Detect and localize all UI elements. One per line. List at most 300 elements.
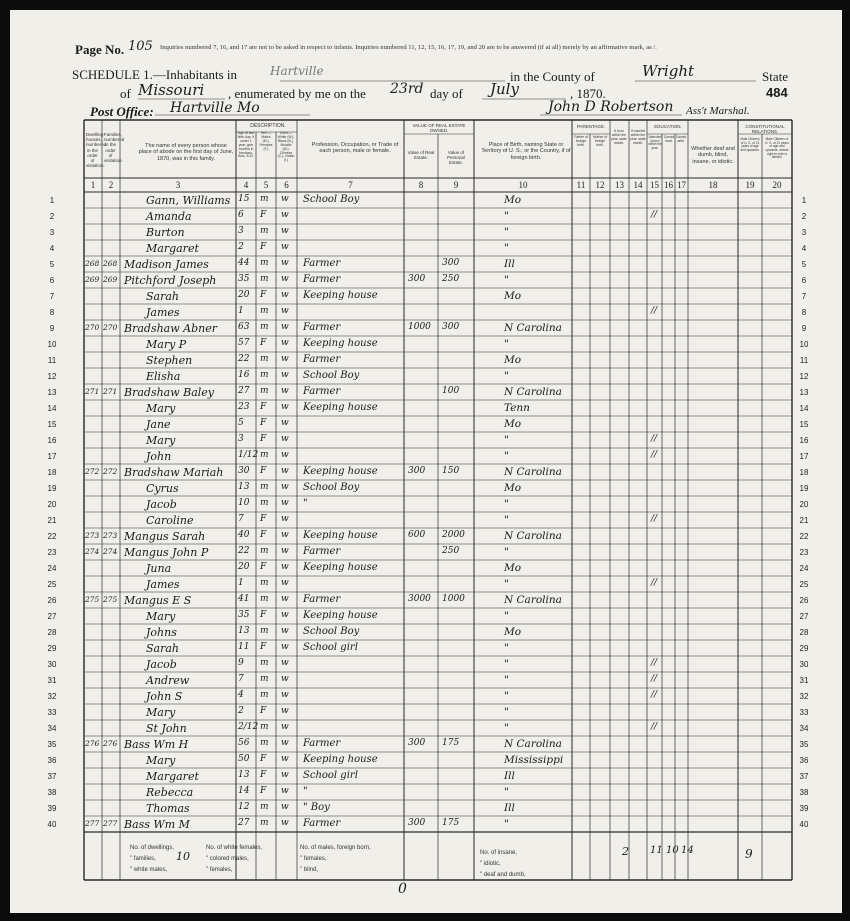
family-number: 276 <box>103 739 118 748</box>
real-estate-value: 3000 <box>408 594 431 604</box>
color: w <box>281 722 289 732</box>
sex: F <box>260 514 267 524</box>
personal-estate-value: 2000 <box>442 530 465 540</box>
occupation: School Boy <box>303 370 360 381</box>
column-number: 10 <box>518 180 528 190</box>
row-number-right: 25 <box>799 580 809 589</box>
occupation: School Boy <box>303 482 360 493</box>
occupation: Farmer <box>303 274 341 285</box>
family-number: 274 <box>103 547 118 556</box>
birthplace: " <box>504 658 509 670</box>
footer-deaf-label: " deaf and dumb, <box>480 872 526 878</box>
age: 40 <box>238 530 250 540</box>
personal-estate-value: 300 <box>442 258 460 268</box>
post-office-label: Post Office: <box>90 104 154 119</box>
age: 1/12 <box>238 450 259 460</box>
birthplace: N Carolina <box>504 594 562 606</box>
birthplace: " <box>504 786 509 798</box>
marshal-label: Ass't Marshal. <box>686 105 750 117</box>
footer-idiotic-label: " idiotic, <box>480 861 501 867</box>
personal-estate-value: 1000 <box>442 594 465 604</box>
row-number-right: 38 <box>799 788 809 797</box>
color: w <box>281 290 289 300</box>
age: 56 <box>238 738 250 748</box>
sex: m <box>260 450 269 460</box>
sex: F <box>260 642 267 652</box>
education-marks: // <box>651 722 658 732</box>
column-number: 1 <box>90 180 96 190</box>
row-number-right: 4 <box>801 244 807 253</box>
age: 2 <box>238 242 244 252</box>
column-number: 8 <box>418 180 424 190</box>
person-name: Mangus Sarah <box>124 530 206 543</box>
age: 13 <box>238 770 250 780</box>
header-parentage: PARENTAGE. <box>576 124 606 129</box>
footer-white-females-label: No. of white females, <box>206 845 263 851</box>
person-name: Burton <box>146 226 185 239</box>
age: 4 <box>238 690 244 700</box>
column-number: 7 <box>348 180 353 190</box>
header-personal-estate: Value of Personal Estate. <box>447 150 465 166</box>
birthplace: Mo <box>504 194 522 206</box>
dwelling-number: 276 <box>85 739 100 748</box>
column-number: 17 <box>677 180 686 190</box>
birthplace: Tenn <box>504 402 530 414</box>
birthplace: " <box>504 674 509 686</box>
sex: F <box>260 706 267 716</box>
birthplace: " <box>504 706 509 718</box>
header-sex: Sex.—Males (M.), Females (F.) <box>259 131 273 151</box>
age: 11 <box>238 642 250 652</box>
header-color: Color.—White (W.), Black (B.), Mulatto (M.), Chinese (C.), Indian (I.) <box>277 131 295 163</box>
person-name: Thomas <box>146 802 190 815</box>
column-number: 12 <box>595 180 605 190</box>
age: 13 <box>238 482 250 492</box>
sex: F <box>260 290 267 300</box>
age: 3 <box>238 226 244 236</box>
row-number-right: 5 <box>801 260 807 269</box>
birthplace: " <box>504 578 509 590</box>
personal-estate-value: 300 <box>442 322 460 332</box>
person-name: Mangus E S <box>124 594 192 607</box>
header-father-foreign: Father of foreign birth. <box>574 135 588 147</box>
header-occupation: Profession, Occupation, or Trade of each person, male or female. <box>311 142 399 155</box>
age: 57 <box>238 338 250 348</box>
marshal-name: John D Robertson <box>548 99 674 115</box>
family-number: 277 <box>103 819 118 828</box>
row-number-left: 20 <box>47 500 57 509</box>
row-number-right: 23 <box>799 548 809 557</box>
sex: m <box>260 306 269 316</box>
row-number-right: 19 <box>799 484 809 493</box>
family-number: 269 <box>103 275 118 284</box>
header-constitutional: CONSTITUTIONAL RELATIONS. <box>745 124 785 135</box>
row-number-left: 7 <box>49 292 55 301</box>
page-number-label: Page No. <box>75 42 125 57</box>
dwelling-number: 273 <box>85 531 100 540</box>
row-number-right: 1 <box>801 196 807 205</box>
column-number: 11 <box>576 180 586 190</box>
age: 2/12 <box>238 722 259 732</box>
sex: m <box>260 194 269 204</box>
color: w <box>281 626 289 636</box>
family-number: 273 <box>103 531 118 540</box>
color: w <box>281 498 289 508</box>
person-name: Mary <box>146 402 176 415</box>
row-number-left: 30 <box>47 660 57 669</box>
person-name: Pitchford Joseph <box>124 274 217 287</box>
row-number-left: 3 <box>49 228 55 237</box>
family-number: 268 <box>103 259 118 268</box>
day-value: 23rd <box>390 81 424 97</box>
footer-tally-4: 14 <box>681 845 694 856</box>
column-number: 4 <box>243 180 249 190</box>
sex: m <box>260 690 269 700</box>
age: 15 <box>238 194 250 204</box>
education-marks: // <box>651 674 658 684</box>
age: 7 <box>238 514 244 524</box>
real-estate-value: 300 <box>408 274 426 284</box>
sex: m <box>260 274 269 284</box>
row-number-right: 33 <box>799 708 809 717</box>
age: 44 <box>238 258 250 268</box>
schedule-title: SCHEDULE 1.—Inhabitants in <box>72 67 238 82</box>
color: w <box>281 642 289 652</box>
header-denied: Male Citizens of U. S. of 21 years of age and upwards, whose right to vote is denied. <box>765 137 789 160</box>
header-school: Attended school within the year. <box>648 135 662 151</box>
person-name: Juna <box>146 562 172 575</box>
row-number-left: 26 <box>47 596 57 605</box>
occupation: School Boy <box>303 626 360 637</box>
sex: m <box>260 594 269 604</box>
person-name: James <box>146 578 180 591</box>
color: w <box>281 434 289 444</box>
occupation: Farmer <box>303 738 341 749</box>
dwelling-number: 270 <box>85 323 100 332</box>
birthplace: N Carolina <box>504 530 562 542</box>
footer-dwellings-label: No. of dwellings, <box>130 845 175 851</box>
birthplace: Mo <box>504 626 522 638</box>
birthplace: " <box>504 610 509 622</box>
row-number-left: 31 <box>47 676 57 685</box>
personal-estate-value: 250 <box>442 274 460 284</box>
color: w <box>281 754 289 764</box>
occupation: School girl <box>303 642 358 653</box>
color: w <box>281 802 289 812</box>
color: w <box>281 226 289 236</box>
row-number-left: 24 <box>47 564 57 573</box>
header-citizen: Male Citizens of U. S. of 21 years of age and upwards. <box>740 137 760 153</box>
footer-blind-label: " blind, <box>300 867 319 873</box>
color: w <box>281 578 289 588</box>
birthplace: N Carolina <box>504 738 562 750</box>
occupation: Keeping house <box>303 610 378 621</box>
color: w <box>281 402 289 412</box>
of-label: of <box>120 86 131 101</box>
census-page <box>10 10 842 913</box>
person-name: Margaret <box>146 242 199 255</box>
birthplace: N Carolina <box>504 322 562 334</box>
person-name: Jane <box>146 418 171 431</box>
sex: m <box>260 386 269 396</box>
enumerated-label: , enumerated by me on the <box>228 86 366 101</box>
occupation: Keeping house <box>303 290 378 301</box>
sex: m <box>260 482 269 492</box>
color: w <box>281 242 289 252</box>
real-estate-value: 1000 <box>408 322 431 332</box>
township-value: Hartville <box>270 64 324 78</box>
row-number-left: 12 <box>47 372 57 381</box>
header-value: VALUE OF REAL ESTATE OWNED. <box>412 123 466 134</box>
dwelling-number: 268 <box>85 259 100 268</box>
sex: m <box>260 226 269 236</box>
family-number: 271 <box>103 387 118 396</box>
row-number-left: 10 <box>47 340 57 349</box>
age: 16 <box>238 370 250 380</box>
row-number-left: 17 <box>47 452 57 461</box>
birthplace: " <box>504 434 509 446</box>
birthplace: " <box>504 818 509 830</box>
dwelling-number: 275 <box>85 595 100 604</box>
row-number-right: 27 <box>799 612 809 621</box>
age: 14 <box>238 786 250 796</box>
column-number: 5 <box>263 180 269 190</box>
row-number-right: 6 <box>801 276 807 285</box>
real-estate-value: 300 <box>408 818 426 828</box>
personal-estate-value: 150 <box>442 466 460 476</box>
row-number-right: 26 <box>799 596 809 605</box>
birthplace: Ill <box>504 802 515 814</box>
row-number-left: 40 <box>47 820 57 829</box>
color: w <box>281 514 289 524</box>
real-estate-value: 300 <box>408 466 426 476</box>
birthplace: " <box>504 642 509 654</box>
row-number-right: 16 <box>799 436 809 445</box>
birthplace: " <box>504 514 509 526</box>
row-number-right: 40 <box>799 820 809 829</box>
person-name: Jacob <box>146 658 177 671</box>
person-name: Amanda <box>146 210 192 223</box>
color: w <box>281 274 289 284</box>
color: w <box>281 258 289 268</box>
age: 10 <box>238 498 250 508</box>
birthplace: Mo <box>504 562 522 574</box>
person-name: Bradshaw Mariah <box>124 466 224 479</box>
dwelling-number: 271 <box>85 387 100 396</box>
education-marks: // <box>651 434 658 444</box>
row-number-left: 15 <box>47 420 57 429</box>
row-number-left: 5 <box>49 260 55 269</box>
age: 35 <box>238 610 250 620</box>
color: w <box>281 706 289 716</box>
person-name: Stephen <box>146 354 193 367</box>
sex: F <box>260 338 267 348</box>
header-family: Families, numbered in the order of visitation. <box>104 132 125 163</box>
row-number-right: 31 <box>799 676 809 685</box>
row-number-left: 2 <box>49 212 55 221</box>
birthplace: Mississippi <box>504 754 564 766</box>
birthplace: Ill <box>504 258 515 270</box>
color: w <box>281 482 289 492</box>
person-name: Gann, Williams <box>146 194 231 207</box>
footer-tally-5: 9 <box>745 847 753 861</box>
color: w <box>281 354 289 364</box>
birthplace: Mo <box>504 418 522 430</box>
person-name: John <box>146 450 172 463</box>
personal-estate-value: 250 <box>442 546 460 556</box>
row-number-right: 20 <box>799 500 809 509</box>
age: 41 <box>238 594 250 604</box>
birthplace: " <box>504 210 509 222</box>
age: 35 <box>238 274 250 284</box>
footer-colored-females-label: " females, <box>206 867 233 873</box>
age: 5 <box>238 418 244 428</box>
day-of-label: day of <box>430 86 463 101</box>
age: 20 <box>238 562 250 572</box>
row-number-left: 38 <box>47 788 57 797</box>
row-number-right: 15 <box>799 420 809 429</box>
occupation: Keeping house <box>303 562 378 573</box>
post-office-value: Hartville Mo <box>170 100 260 116</box>
header-education: EDUCATION. <box>654 124 682 129</box>
row-number-left: 13 <box>47 388 57 397</box>
person-name: Madison James <box>124 258 209 271</box>
sex: m <box>260 498 269 508</box>
row-number-right: 9 <box>801 324 807 333</box>
person-name: Cyrus <box>146 482 179 495</box>
footer-males-foreign-label: No. of males, foreign born, <box>300 845 371 851</box>
sex: F <box>260 770 267 780</box>
state-value: Missouri <box>138 81 205 99</box>
education-marks: // <box>651 306 658 316</box>
row-number-left: 23 <box>47 548 57 557</box>
row-number-left: 9 <box>49 324 55 333</box>
color: w <box>281 210 289 220</box>
column-number: 18 <box>708 180 718 190</box>
row-number-left: 25 <box>47 580 57 589</box>
age: 27 <box>238 386 250 396</box>
header-married-month: If married within the year, state month. <box>630 129 646 145</box>
color: w <box>281 546 289 556</box>
state-label: State <box>762 69 788 84</box>
age: 27 <box>238 818 250 828</box>
row-number-right: 14 <box>799 404 809 413</box>
age: 22 <box>238 546 250 556</box>
sex: m <box>260 546 269 556</box>
row-number-right: 12 <box>799 372 809 381</box>
header-real-estate: Value of Real Estate. <box>407 150 435 161</box>
row-number-left: 4 <box>49 244 55 253</box>
person-name: Elisha <box>146 370 181 383</box>
birthplace: N Carolina <box>504 466 562 478</box>
column-number: 15 <box>650 180 659 190</box>
row-number-left: 34 <box>47 724 57 733</box>
column-number: 3 <box>175 180 181 190</box>
page-number: 105 <box>128 39 153 54</box>
education-marks: // <box>651 690 658 700</box>
header-born-month: If born within the year, state month. <box>611 129 627 145</box>
footer-page-mark: 0 <box>398 881 407 897</box>
birthplace: Mo <box>504 354 522 366</box>
occupation: Keeping house <box>303 754 378 765</box>
sex: F <box>260 562 267 572</box>
footer-families-label: " families, <box>130 856 156 862</box>
sex: F <box>260 434 267 444</box>
color: w <box>281 322 289 332</box>
color: w <box>281 338 289 348</box>
age: 7 <box>238 674 244 684</box>
sex: F <box>260 530 267 540</box>
header-description: DESCRIPTION. <box>250 123 286 129</box>
row-number-left: 29 <box>47 644 57 653</box>
sex: F <box>260 786 267 796</box>
occupation: Farmer <box>303 386 341 397</box>
row-number-left: 32 <box>47 692 57 701</box>
header-birthplace: Place of Birth, naming State or Territory of U. S.; or the Country, if of foreign birth. <box>481 142 571 161</box>
person-name: Sarah <box>146 642 179 655</box>
family-number: 272 <box>103 467 118 476</box>
row-number-right: 36 <box>799 756 809 765</box>
person-name: Mary <box>146 754 176 767</box>
row-number-left: 21 <box>47 516 57 525</box>
birthplace: " <box>504 498 509 510</box>
birthplace: " <box>504 546 509 558</box>
header-mother-foreign: Mother of foreign birth. <box>592 135 608 147</box>
row-number-right: 24 <box>799 564 809 573</box>
birthplace: " <box>504 690 509 702</box>
personal-estate-value: 175 <box>442 738 460 748</box>
person-name: Mangus John P <box>124 546 209 559</box>
sex: m <box>260 626 269 636</box>
age: 6 <box>238 210 244 220</box>
sex: m <box>260 658 269 668</box>
age: 50 <box>238 754 250 764</box>
footer-tally-3: 10 <box>666 845 679 856</box>
birthplace: N Carolina <box>504 386 562 398</box>
person-name: Bradshaw Abner <box>124 322 217 335</box>
personal-estate-value: 100 <box>442 386 460 396</box>
color: w <box>281 690 289 700</box>
birthplace: " <box>504 370 509 382</box>
real-estate-value: 600 <box>408 530 426 540</box>
row-number-left: 27 <box>47 612 57 621</box>
row-number-right: 29 <box>799 644 809 653</box>
occupation: School Boy <box>303 194 360 205</box>
age: 23 <box>238 402 250 412</box>
person-name: Andrew <box>146 674 190 687</box>
row-number-right: 2 <box>801 212 807 221</box>
birthplace: Ill <box>504 770 515 782</box>
person-name: St John <box>146 722 187 735</box>
sex: F <box>260 242 267 252</box>
occupation: Farmer <box>303 818 341 829</box>
color: w <box>281 306 289 316</box>
person-name: Bass Wm H <box>124 738 189 751</box>
age: 30 <box>238 466 250 476</box>
birthplace: " <box>504 226 509 238</box>
color: w <box>281 610 289 620</box>
birthplace: " <box>504 274 509 286</box>
education-marks: // <box>651 658 658 668</box>
row-number-left: 22 <box>47 532 57 541</box>
personal-estate-value: 175 <box>442 818 460 828</box>
row-number-right: 21 <box>799 516 809 525</box>
birthplace: Mo <box>504 482 522 494</box>
row-number-right: 30 <box>799 660 809 669</box>
column-number: 9 <box>453 180 459 190</box>
birthplace: " <box>504 722 509 734</box>
birthplace: " <box>504 450 509 462</box>
